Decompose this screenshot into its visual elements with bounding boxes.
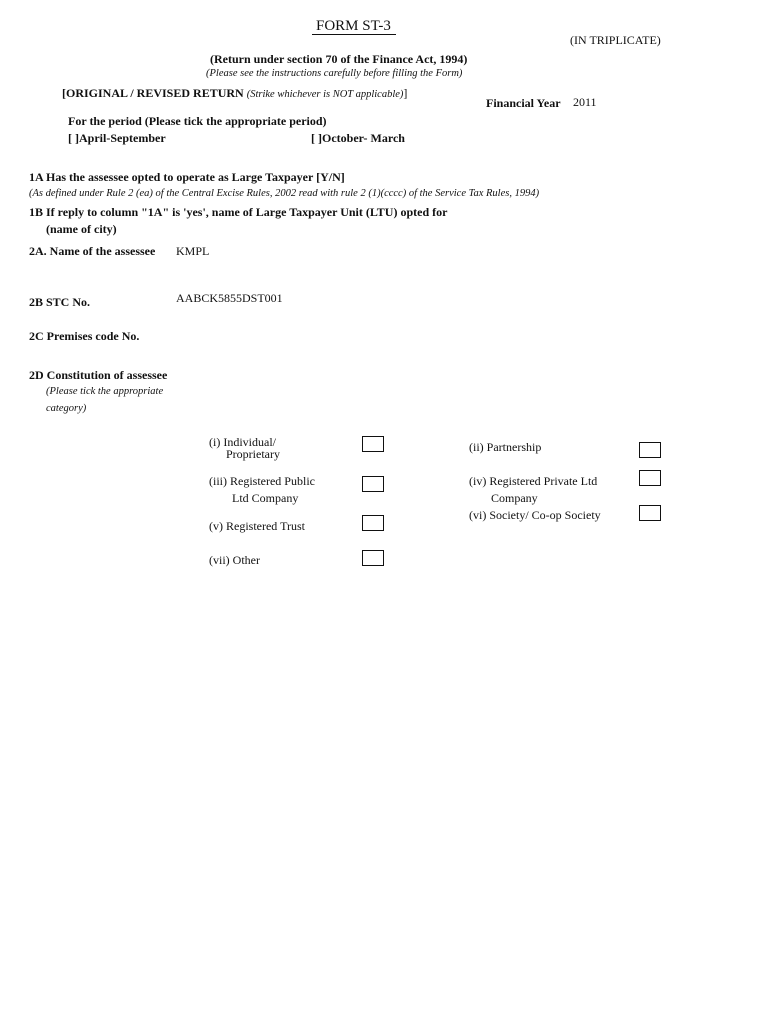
financial-year-value: 2011 [573,95,597,109]
q1b-label-city: (name of city) [46,222,117,236]
period-label: For the period (Please tick the appropriate period) [68,114,327,128]
option-other-label: (vii) Other [209,553,260,567]
q2d-note-line1: (Please tick the appropriate [46,386,164,397]
return-type [62,87,407,101]
instructions-note: (Please see the instructions carefully before filling the Form) [206,68,463,79]
return-type-label: [ORIGINAL / REVISED RETURN [62,86,244,100]
stc-number-value: AABCK5855DST001 [176,291,283,305]
option-trust-label: (v) Registered Trust [209,519,305,533]
q2a-label: 2A. Name of the assessee [29,244,156,258]
option-individual-label: (i) Individual/ [209,435,276,449]
financial-year-label: Financial Year [486,96,561,110]
option-society-label: (vi) Society/ Co-op Society [469,508,601,522]
q1b-label: 1B If reply to column "1A" is 'yes', name of Large Taxpayer Unit (LTU) opted for [29,205,448,219]
assessee-name-value: KMPL [176,244,210,258]
individual-checkbox[interactable] [362,436,384,452]
society-checkbox[interactable] [639,505,661,521]
return-type-note: (Strike whichever is NOT applicable) [246,89,404,100]
option-private-ltd-label-line2: Company [491,491,538,505]
option-public-ltd-label: (iii) Registered Public [209,474,315,488]
option-public-ltd-label-line2: Ltd Company [232,491,299,505]
partnership-checkbox[interactable] [639,442,661,458]
option-individual-label-line2: Proprietary [226,447,280,461]
option-private-ltd-label: (iv) Registered Private Ltd [469,474,598,488]
form-title: FORM ST-3 [316,18,391,34]
q2d-note-line2: category) [46,403,87,414]
return-type-close: ] [403,86,408,100]
public-ltd-checkbox[interactable] [362,476,384,492]
q2d-label: 2D Constitution of assessee [29,368,168,382]
period-october-march[interactable]: [ ]October- March [311,131,405,145]
option-partnership-label: (ii) Partnership [469,440,542,454]
period-april-september[interactable]: [ ]April-September [68,131,166,145]
title-underline [312,34,396,35]
triplicate-note: (IN TRIPLICATE) [570,33,661,47]
other-checkbox[interactable] [362,550,384,566]
private-ltd-checkbox[interactable] [639,470,661,486]
trust-checkbox[interactable] [362,515,384,531]
q1a-note: (As defined under Rule 2 (ea) of the Central Excise Rules, 2002 read with rule 2 (1)(cccc) of the Service Tax Rules, 1994) [29,188,540,199]
q2b-label: 2B STC No. [29,295,91,309]
return-under-section: (Return under section 70 of the Finance Act, 1994) [210,52,468,66]
q1a-label: 1A Has the assessee opted to operate as Large Taxpayer [Y/N] [29,170,345,184]
q2c-label: 2C Premises code No. [29,329,140,343]
